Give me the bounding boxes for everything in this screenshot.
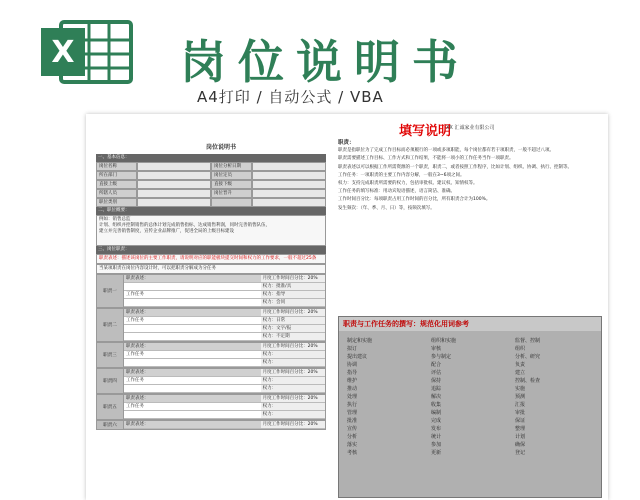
duty-row	[124, 275, 325, 283]
duty-task[interactable]: 职责表述：	[124, 343, 261, 351]
note-3: 职责表述以可以根据工作所需资源的一个职责，职责二，或者按照工作程序，比如计划、组织、协调、执行、控制等。	[338, 164, 572, 170]
duty-task[interactable]: 职责表述：	[124, 395, 261, 403]
document-preview	[86, 114, 608, 500]
reference-word: 批准	[347, 418, 358, 424]
logo-letter: X	[51, 35, 75, 70]
field-value[interactable]	[137, 171, 211, 180]
reference-word: 制定和实施	[347, 338, 373, 344]
duty-row	[124, 421, 325, 429]
wording-reference	[338, 316, 602, 498]
duty-row	[124, 325, 325, 333]
reference-word: 审批	[515, 410, 526, 416]
reference-word: 汇报	[515, 402, 526, 408]
duty-power[interactable]: 月度工作时间百分比：20%	[261, 369, 325, 377]
duty-power[interactable]: 权力：	[261, 359, 325, 367]
duty-label: 职责四	[97, 369, 124, 393]
reference-words	[339, 331, 601, 462]
instructions-title: 填写说明	[399, 124, 452, 139]
duty-row	[124, 317, 325, 325]
duty-row	[124, 333, 325, 341]
duty-row	[124, 283, 325, 291]
reference-word: 统计	[431, 434, 442, 440]
duty-task[interactable]	[124, 283, 261, 291]
excel-icon	[39, 16, 135, 88]
reference-word: 组织和实施	[431, 338, 457, 344]
duty-power[interactable]: 权力：	[261, 377, 325, 385]
duty-power[interactable]: 月度工作时间百分比：20%	[261, 309, 325, 317]
reference-word: 分析、研究	[515, 354, 541, 360]
job-sheet	[96, 154, 326, 430]
reference-word: 完成	[431, 418, 442, 424]
reference-word: 维护	[347, 378, 358, 384]
reference-word: 组织	[515, 346, 526, 352]
duty-power[interactable]: 权力：	[261, 403, 325, 411]
reference-word: 确保	[515, 442, 526, 448]
section-basic: 一、基本信息：	[96, 154, 326, 162]
reference-word: 收集	[431, 402, 442, 408]
summary-text: 例如：销售总监 计划、组织并控制销售的总体计划完成销售指标，达成销售利润，同时完善销售队伍， 建立并完善销售制度，宣传企业品牌推广，促进全局的上级目标建设	[96, 215, 326, 246]
duty-note: 职责表述：描述该岗位的主要工作职责，请说明对应的职能板块提交时间和权力的工作要求，一般不超过25条	[96, 254, 326, 264]
duty-row	[124, 351, 325, 359]
field-value[interactable]	[137, 162, 211, 171]
reference-word: 推动	[347, 386, 358, 392]
reference-word: 拟订	[347, 346, 358, 352]
note-7: 工作时间百分比：每项职责占用工作时间的百分比，所有职责合计为100%。	[338, 197, 491, 203]
reference-word: 保持	[431, 378, 442, 384]
field-value[interactable]	[252, 162, 326, 171]
duty-task[interactable]: 工作任务	[124, 351, 261, 359]
field-label: 直接上级	[96, 180, 137, 189]
reference-word: 提出建议	[347, 354, 368, 360]
duty-task[interactable]: 职责表述：	[124, 275, 261, 283]
field-value[interactable]	[252, 198, 326, 207]
duty-power[interactable]: 权力：	[261, 351, 325, 359]
note-5: 权力：支持完成职责所需要的权力，包括审批权、建议权、知情权等。	[338, 181, 478, 187]
reference-word: 控制、检查	[515, 378, 541, 384]
field-value[interactable]	[252, 171, 326, 180]
duty-power[interactable]: 权力：指导	[261, 291, 325, 299]
reference-word: 解决	[431, 394, 442, 400]
duty-power[interactable]: 月度工作时间百分比：20%	[261, 343, 325, 351]
field-label: 所在部门	[96, 171, 137, 180]
duty-row	[124, 395, 325, 403]
reference-word: 评估	[431, 370, 442, 376]
duty-row	[124, 343, 325, 351]
reference-word: 落实	[347, 442, 358, 448]
reference-title: 职责与工作任务的撰写：规范化用词参考	[339, 317, 601, 331]
duty-task[interactable]: 工作任务	[124, 291, 261, 299]
reference-word: 指导	[347, 370, 358, 376]
note-4: 工作任务：一项职责的主要工作内容分解，一般在3~6项之间。	[338, 172, 465, 178]
duty-task[interactable]: 工作任务	[124, 377, 261, 385]
duty-block	[96, 368, 326, 394]
reference-word: 协调	[347, 362, 358, 368]
reference-word: 整理	[515, 426, 526, 432]
reference-word: 处理	[347, 394, 358, 400]
duty-row	[124, 291, 325, 299]
basic-info-row	[96, 171, 326, 180]
duty-power[interactable]: 权力：不定期	[261, 333, 325, 341]
duty-label: 职责三	[97, 343, 124, 367]
section-summary: 二、职位概要：	[96, 207, 326, 215]
basic-info-row	[96, 180, 326, 189]
reference-word: 参加	[431, 442, 442, 448]
reference-word: 追踪	[431, 386, 442, 392]
basic-info-table	[96, 162, 326, 207]
reference-word: 保证	[515, 418, 526, 424]
field-label: 所辖人员	[96, 189, 137, 198]
duty-block	[96, 420, 326, 430]
section-duties: 三、岗位职责：	[96, 246, 326, 254]
duty-task[interactable]: 职责表述：	[124, 369, 261, 377]
reference-word: 执行	[347, 402, 358, 408]
duty-row	[124, 359, 325, 367]
reference-word: 更新	[431, 450, 442, 456]
duty-task[interactable]	[124, 325, 261, 333]
note-2: 职责需要描述工作目标、工作方式和工作结果，不能将一项小的工作任务当作一项职责。	[338, 156, 514, 162]
duty-label: 职责一	[97, 275, 124, 307]
duty-task[interactable]: 工作任务	[124, 317, 261, 325]
duty-sample: 当某项职责在岗位内容设计时，可以把职责分解成为分任务	[96, 264, 326, 274]
duty-power[interactable]: 月度工作时间百分比：20%	[261, 421, 325, 429]
reference-word: 考核	[347, 450, 358, 456]
field-label: 直接下级	[211, 180, 252, 189]
reference-word: 宣传	[347, 426, 358, 432]
duty-label: 职责五	[97, 395, 124, 419]
duty-row	[124, 411, 325, 419]
duty-label: 职责六	[97, 421, 124, 429]
company-name: XX 汇诚家业有限公司	[446, 125, 495, 131]
duty-block	[96, 308, 326, 342]
basic-info-row	[96, 162, 326, 171]
duty-row	[124, 377, 325, 385]
reference-word: 审核	[431, 346, 442, 352]
duty-row	[124, 299, 325, 307]
duty-row	[124, 309, 325, 317]
field-label: 岗位名称	[96, 162, 137, 171]
field-label: 岗位分析日期	[211, 162, 252, 171]
duty-row	[124, 403, 325, 411]
field-label: 岗位晋升	[211, 189, 252, 198]
page-subtitle: A4打印 / 自动公式 / VBA	[197, 88, 384, 106]
reference-word: 参与制定	[431, 354, 452, 360]
duty-power[interactable]: 权力：文字/报	[261, 325, 325, 333]
duty-row	[124, 385, 325, 393]
duty-task[interactable]	[124, 385, 261, 393]
duty-task[interactable]	[124, 411, 261, 419]
reference-word: 配合	[431, 362, 442, 368]
reference-word: 编制	[431, 410, 442, 416]
field-value[interactable]	[137, 198, 211, 207]
duty-power[interactable]: 权力：	[261, 411, 325, 419]
duty-power[interactable]: 权力：	[261, 385, 325, 393]
duty-block	[96, 342, 326, 368]
reference-word: 监督、控制	[515, 338, 541, 344]
page-title: 岗位说明书	[180, 35, 470, 89]
field-label: 岗位定员	[211, 171, 252, 180]
duty-task[interactable]	[124, 333, 261, 341]
duty-label: 职责二	[97, 309, 124, 341]
note-8: 发生频次：（年、季、月、日）等，按频次填写。	[338, 205, 435, 211]
field-label: 职位类别	[96, 198, 137, 207]
reference-word: 发布	[431, 426, 442, 432]
duty-block	[96, 394, 326, 420]
field-value[interactable]	[137, 180, 211, 189]
duty-block	[96, 274, 326, 308]
reference-word: 建立	[515, 370, 526, 376]
duty-power[interactable]: 月度工作时间百分比：20%	[261, 395, 325, 403]
note-heading: 职责：	[338, 140, 355, 146]
reference-word: 负责	[515, 362, 526, 368]
banner	[0, 0, 640, 112]
field-value[interactable]	[252, 180, 326, 189]
reference-word: 预测	[515, 394, 526, 400]
instructions-text	[338, 140, 603, 214]
sheet-title: 岗位说明书	[206, 144, 237, 151]
duty-power[interactable]: 权力：批准/具	[261, 283, 325, 291]
duty-power[interactable]: 月度工作时间百分比：20%	[261, 275, 325, 283]
field-value[interactable]	[137, 189, 211, 198]
reference-word: 计划	[515, 434, 526, 440]
field-label	[211, 198, 252, 207]
basic-info-row	[96, 198, 326, 207]
note-6: 工作任务的填写标准：用动宾短语描述，语言简洁、准确。	[338, 189, 455, 195]
duty-task[interactable]: 职责表述：	[124, 421, 261, 429]
duty-task[interactable]	[124, 299, 261, 307]
duty-power[interactable]: 权力：日常	[261, 317, 325, 325]
basic-info-row	[96, 189, 326, 198]
reference-word: 登记	[515, 450, 526, 456]
reference-word: 实施	[515, 386, 526, 392]
duty-list	[96, 274, 326, 430]
duty-row	[124, 369, 325, 377]
duty-task[interactable]: 工作任务	[124, 403, 261, 411]
field-value[interactable]	[252, 189, 326, 198]
duty-task[interactable]: 职责表述：	[124, 309, 261, 317]
reference-word: 分析	[347, 434, 358, 440]
duty-power[interactable]: 权力：会同	[261, 299, 325, 307]
note-1: 职责是指职位为了完成工作目标而必须履行的一项或多项职能，每个岗位都有若干项职责，一般不超过八项。	[338, 148, 554, 154]
reference-word: 管理	[347, 410, 358, 416]
duty-task[interactable]	[124, 359, 261, 367]
